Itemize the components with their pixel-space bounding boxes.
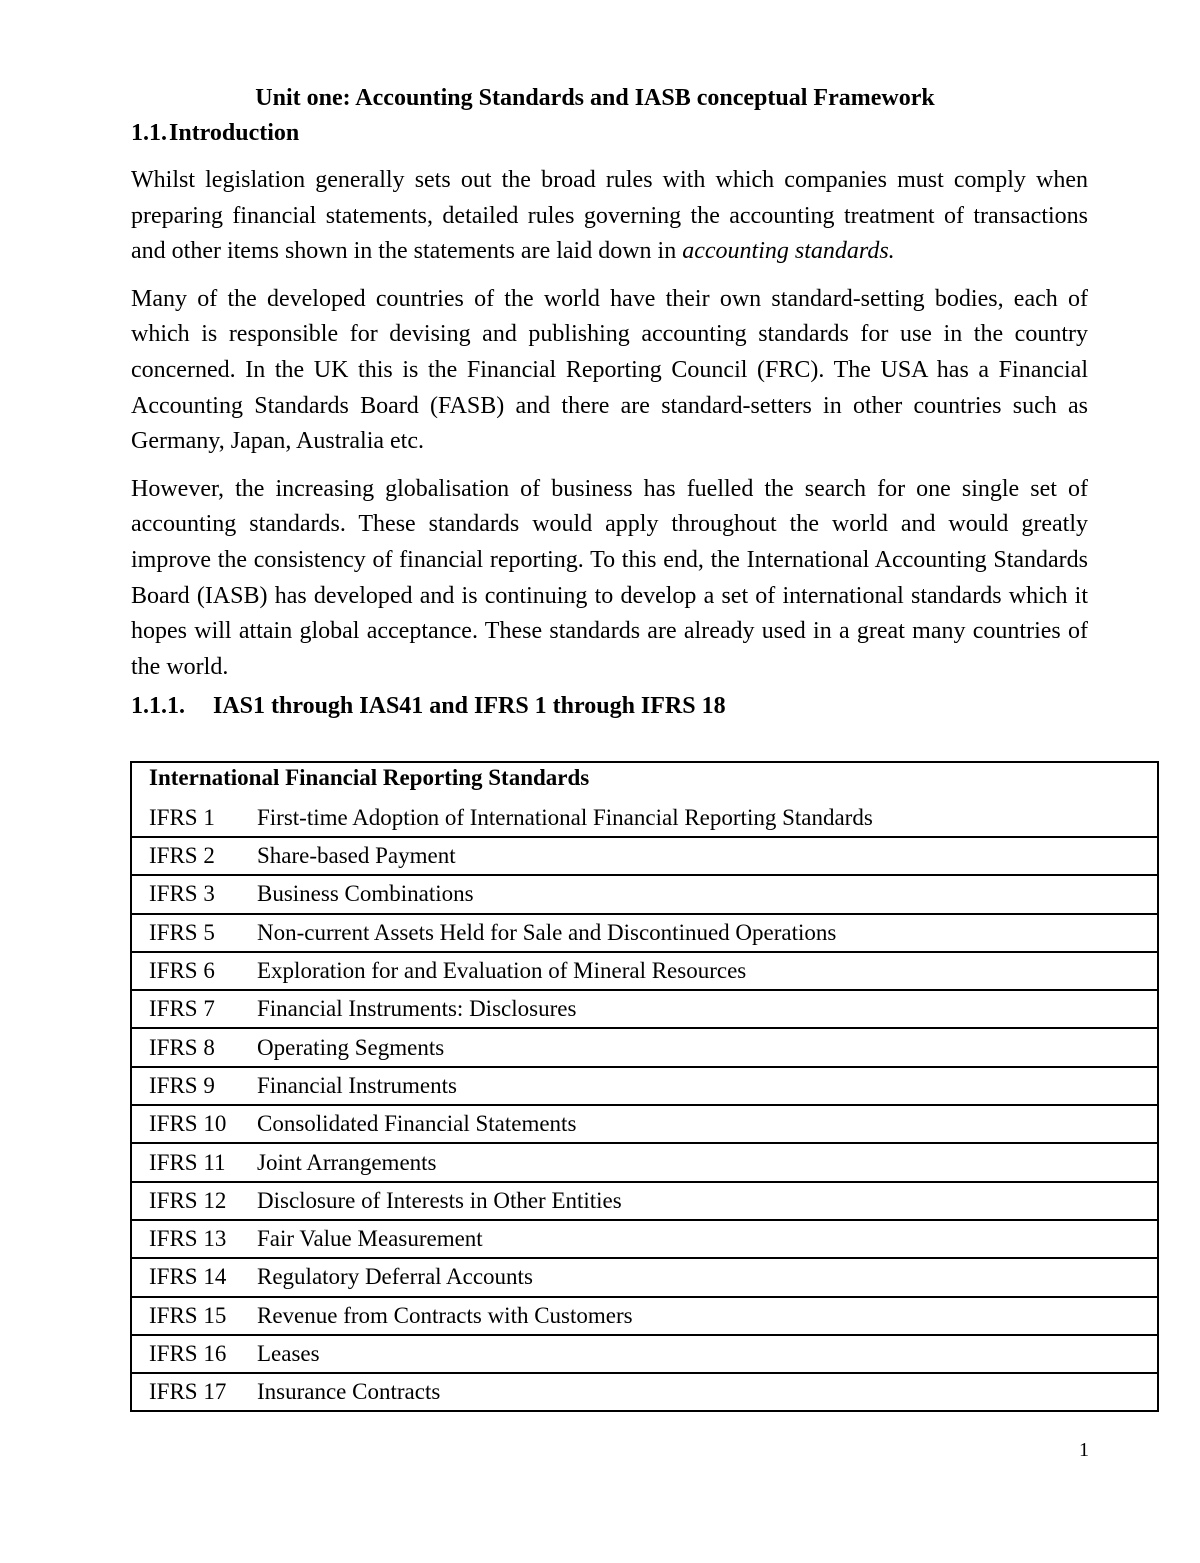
section-heading <box>131 116 1088 150</box>
table-row <box>131 1373 1158 1411</box>
subsection-number: 1.1.1. <box>131 693 185 720</box>
standard-name: Share-based Payment <box>244 837 1158 875</box>
document-page <box>131 80 1088 721</box>
paragraph-3: However, the increasing globalisation of business has fuelled the search for one single set of accounting standards. These standards would apply throughout the world and would greatly improve the consistency of financial reporting. To this end, the International Accounting Standards Board (IASB) has developed and is continuing to develop a set of international standards which it hopes will attain global acceptance. These standards are already used in a great many countries of the world. <box>131 475 1088 680</box>
standard-code: IFRS 15 <box>131 1297 244 1335</box>
subsection-heading <box>131 691 1088 721</box>
standard-name: Financial Instruments: Disclosures <box>244 990 1158 1028</box>
table-header-row <box>131 762 1158 800</box>
standard-name: Leases <box>244 1335 1158 1373</box>
standard-name: Insurance Contracts <box>257 1379 441 1405</box>
standard-name: Operating Segments <box>244 1028 1158 1066</box>
table-row <box>131 914 1158 952</box>
standard-name: Joint Arrangements <box>244 1143 1158 1181</box>
table-row <box>131 1335 1158 1373</box>
standard-code: IFRS 8 <box>131 1028 244 1066</box>
standard-code: IFRS 1 <box>131 800 244 837</box>
table-row <box>131 1143 1158 1181</box>
standard-name: First-time Adoption of International Financial Reporting Standards <box>244 800 1158 837</box>
standard-name: Non-current Assets Held for Sale and Discontinued Operations <box>244 914 1158 952</box>
section-title: Introduction <box>169 120 300 146</box>
standard-name: Disclosure of Interests in Other Entities <box>244 1182 1158 1220</box>
table-row <box>131 1258 1158 1296</box>
table-row <box>131 1067 1158 1105</box>
table-row <box>131 837 1158 875</box>
standard-code: IFRS 11 <box>131 1143 244 1181</box>
standard-name: Fair Value Measurement <box>244 1220 1158 1258</box>
standards-table <box>130 761 1159 1412</box>
table-row <box>131 800 1158 837</box>
table-row <box>131 1028 1158 1066</box>
standard-code: IFRS 16 <box>131 1335 244 1373</box>
table-row <box>131 1182 1158 1220</box>
table-row <box>131 1220 1158 1258</box>
standard-name: Consolidated Financial Statements <box>244 1105 1158 1143</box>
standard-code: IFRS 3 <box>131 875 244 913</box>
table-row <box>131 1297 1158 1335</box>
table-body <box>131 800 1158 1411</box>
standard-code: IFRS 2 <box>131 837 244 875</box>
standard-code: IFRS 5 <box>131 914 244 952</box>
standard-code: IFRS 7 <box>131 990 244 1028</box>
standard-name: Financial Instruments <box>244 1067 1158 1105</box>
table-row <box>131 952 1158 990</box>
paragraph-1-text: Whilst legislation generally sets out the broad rules with which companies must comply when preparing financial statements, detailed rules governing the accounting treatment of transactions and other items shown in the statements are laid down in <box>131 167 1088 265</box>
standard-code: IFRS 10 <box>131 1105 244 1143</box>
table-header: International Financial Reporting Standards <box>149 765 590 790</box>
standard-name: Exploration for and Evaluation of Mineral Resources <box>244 952 1158 990</box>
standard-code: IFRS 14 <box>131 1258 244 1296</box>
paragraph-1 <box>131 163 1088 270</box>
page-title: Unit one: Accounting Standards and IASB conceptual Framework <box>255 85 935 111</box>
standard-code: IFRS 12 <box>131 1182 244 1220</box>
page-number: 1 <box>1079 1439 1089 1461</box>
subsection-title: IAS1 through IAS41 and IFRS 1 through IFRS 18 <box>213 693 726 720</box>
standard-code: IFRS 6 <box>131 952 244 990</box>
paragraph-1-emphasis: accounting standards. <box>682 238 895 265</box>
standard-name: Regulatory Deferral Accounts <box>244 1258 1158 1296</box>
standard-code: IFRS 13 <box>131 1220 244 1258</box>
standard-name: Business Combinations <box>244 875 1158 913</box>
standard-name: Revenue from Contracts with Customers <box>244 1297 1158 1335</box>
section-number: 1.1. <box>131 120 167 146</box>
standard-code: IFRS 9 <box>131 1067 244 1105</box>
table-row <box>131 990 1158 1028</box>
table-row <box>131 1105 1158 1143</box>
paragraph-2: Many of the developed countries of the world have their own standard-setting bodies, each of which is responsible for devising and publishing accounting standards for use in the country concerned. In the UK this is the Financial Reporting Council (FRC). The USA has a Financial Accounting Standards Board (FASB) and there are standard-setters in other countries such as Germany, Japan, Australia etc. <box>131 285 1088 455</box>
table-row <box>131 875 1158 913</box>
standard-code: IFRS 17 <box>149 1379 227 1405</box>
